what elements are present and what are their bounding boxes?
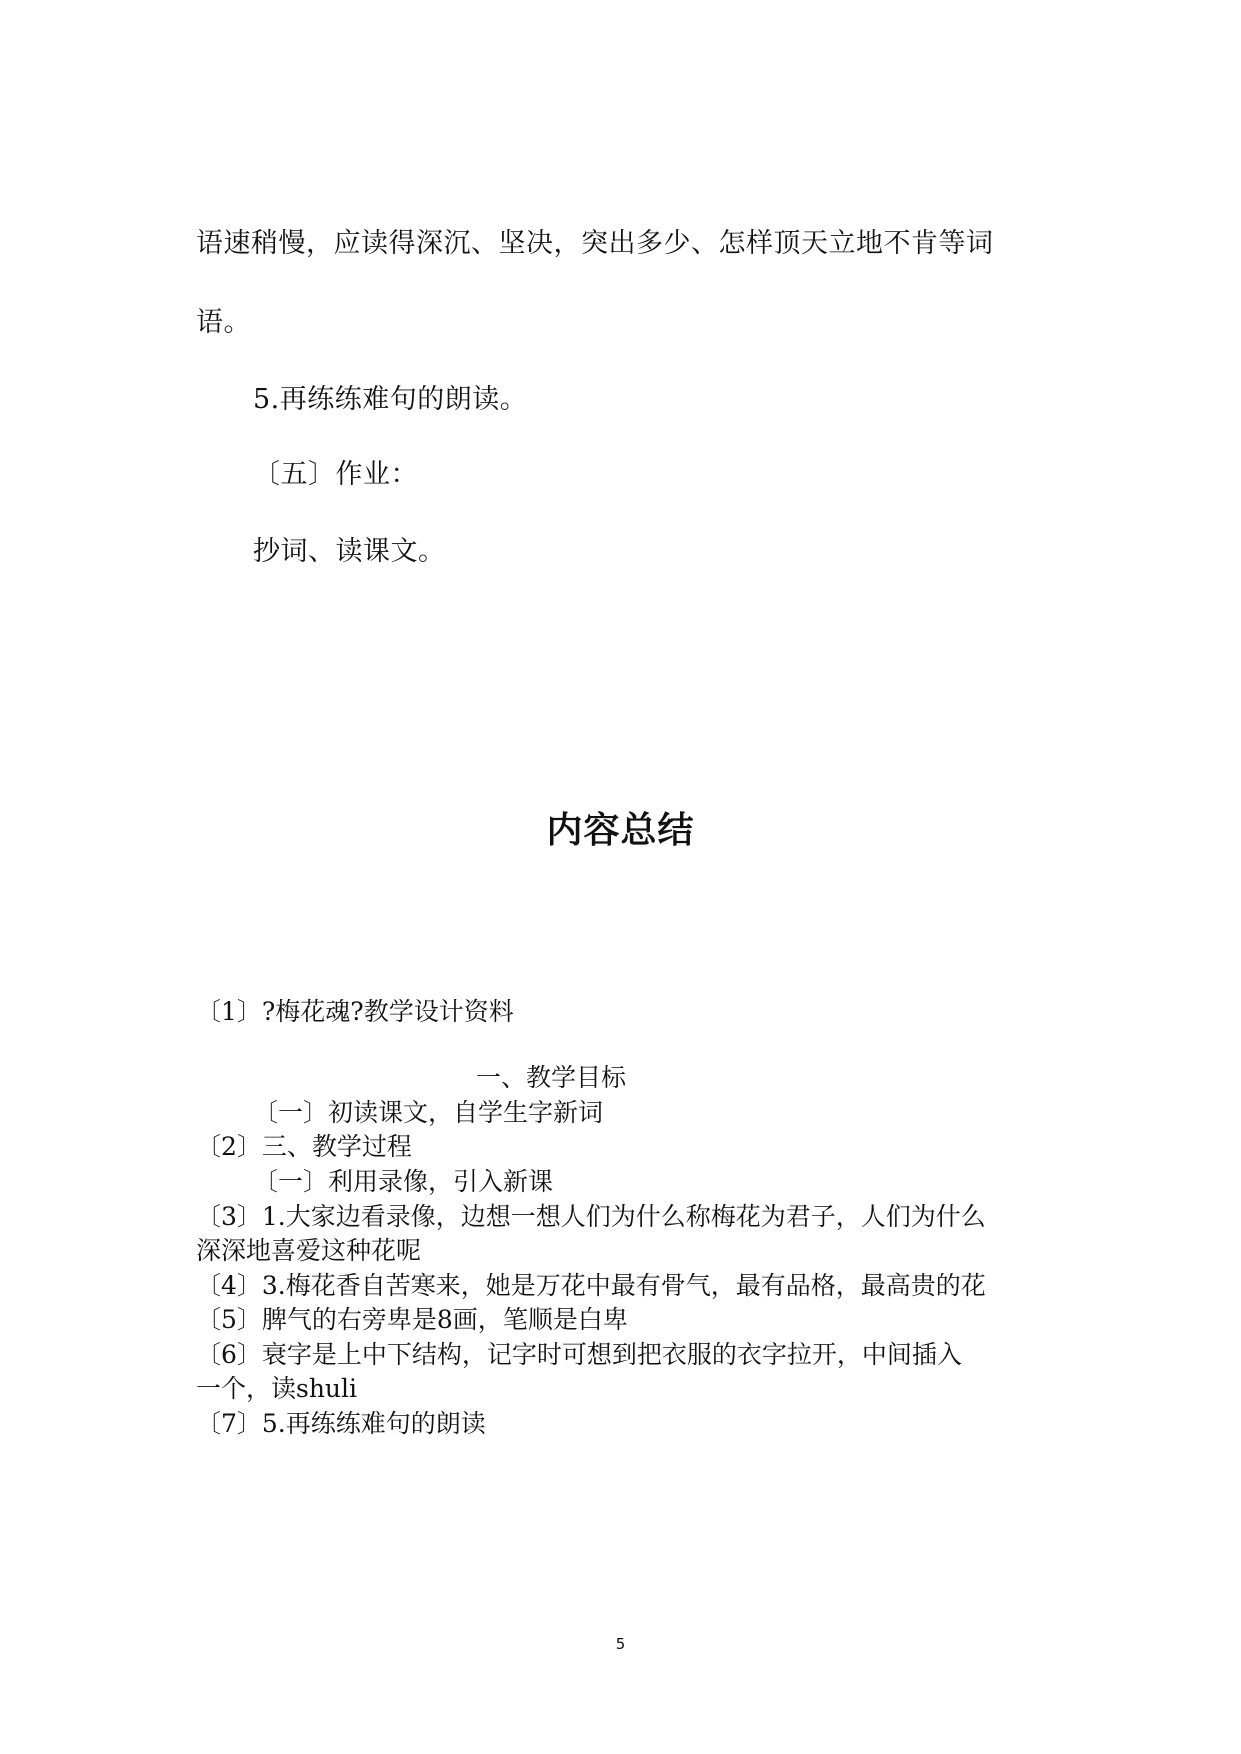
summary-item: 〔5〕脾气的右旁卑是8画，笔顺是白卑: [196, 1305, 628, 1334]
body-text-line: 5.再练练难句的朗读。: [253, 384, 528, 415]
summary-item: 〔1〕?梅花魂?教学设计资料: [196, 997, 514, 1026]
body-text-line: 抄词、读课文。: [253, 536, 446, 567]
summary-item: 一、教学目标: [476, 1063, 627, 1092]
summary-item: 一个，读shuli: [196, 1374, 358, 1403]
body-text-line: 语速稍慢，应读得深沉、坚决，突出多少、怎样顶天立地不肯等词: [196, 228, 994, 259]
summary-item: 〔3〕1.大家边看录像，边想一想人们为什么称梅花为君子，人们为什么: [196, 1202, 986, 1231]
page-number: 5: [615, 1635, 626, 1653]
summary-item: 〔7〕5.再练练难句的朗读: [196, 1409, 486, 1438]
body-text-line: 语。: [196, 307, 251, 338]
summary-item: 〔6〕衰字是上中下结构，记字时可想到把衣服的衣字拉开，中间插入: [196, 1340, 962, 1369]
summary-item: 深深地喜爱这种花呢: [196, 1236, 422, 1265]
summary-item: 〔一〕利用录像，引入新课: [253, 1167, 554, 1196]
summary-item: 〔2〕三、教学过程: [196, 1132, 412, 1161]
summary-item: 〔一〕初读课文，自学生字新词: [253, 1098, 604, 1127]
section-heading-homework: 〔五〕作业：: [253, 459, 418, 490]
summary-item: 〔4〕3.梅花香自苦寒来，她是万花中最有骨气，最有品格，最高贵的花: [196, 1271, 986, 1300]
summary-title: 内容总结: [546, 810, 695, 851]
